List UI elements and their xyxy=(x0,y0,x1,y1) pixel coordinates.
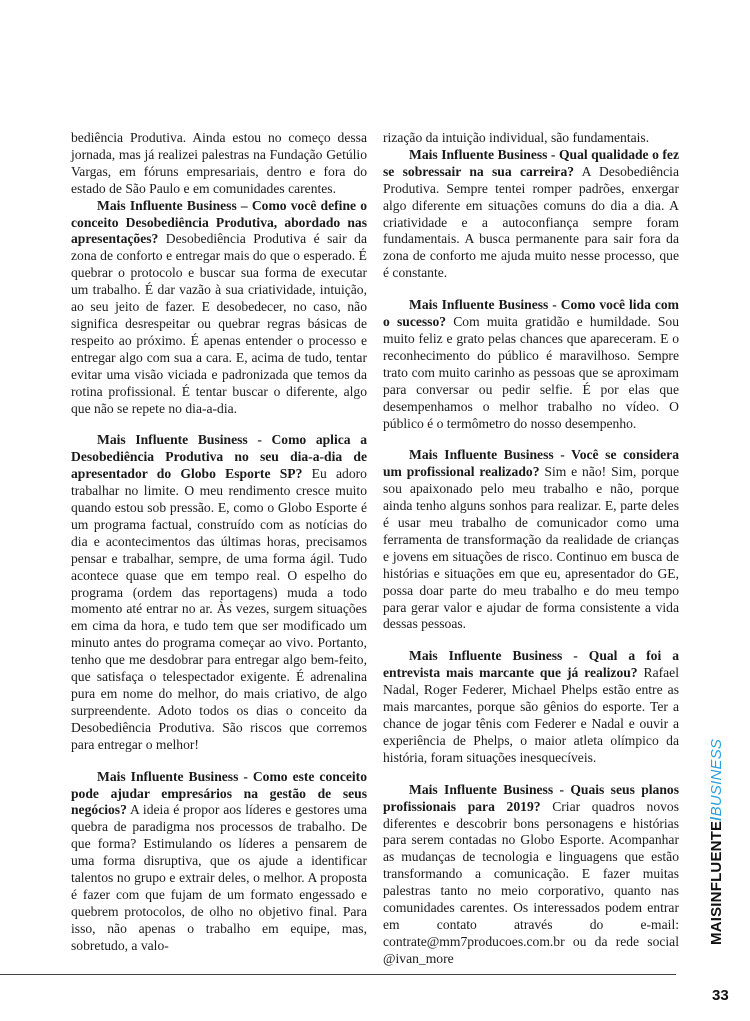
question-lead: Mais Influente Business - Como aplica a Desobediência Produtiva no seu dia-a-dia de apresentador do Globo Esporte SP? xyxy=(71,432,367,482)
right-column xyxy=(383,130,679,968)
paragraph-continued: bediência Produtiva. Ainda estou no começo dessa jornada, mas já realizei palestras na Fundação Getúlio Vargas, em fóruns empresariais, dentro e fora do estado de São Paulo e em comunidades carentes. xyxy=(71,130,367,196)
paragraph-continued: rização da intuição individual, são fundamentais. xyxy=(383,130,650,145)
answer-text: A Desobediência Produtiva. Sempre tentei romper padrões, enxergar algo diferente em situações comuns do dia a dia. A criatividade e a autoconfiança sempre foram fundamentais. A busca permanente para sair fora da zona de conforto me ajuda muito nesse processo, que é constante. xyxy=(383,163,679,281)
page-number: 33 xyxy=(712,987,729,1004)
answer-text: Criar quadros novos diferentes e descobrir bons personagens e histórias para serem contadas no Globo Esporte. Acompanhar as mudanças de tecnologia e linguagens que estão transformando a comunicação. E fazer muitas palestras tanto no meio corporativo, quanto nas comunidades carentes. Os interessados podem entrar em contato através do e-mail: contrate@mm7producoes.com.br ou da rede social @ivan_more xyxy=(383,798,679,966)
interview-question-7 xyxy=(383,648,679,766)
left-column xyxy=(71,130,367,955)
answer-text: Rafael Nadal, Roger Federer, Michael Phelps estão entre as mais marcantes, porque são gênios do esporte. Ter a chance de jogar tênis com Federer e Nadal e ouvir a experiência de Phelps, o maior atleta olímpico da história, foram situações inesquecíveis. xyxy=(383,665,679,765)
interview-question-2 xyxy=(71,432,367,753)
brand-part-1: MAISINFLUENTE xyxy=(708,820,725,945)
interview-question-3 xyxy=(71,769,367,955)
magazine-brand-vertical xyxy=(708,739,725,945)
interview-question-6 xyxy=(383,447,679,633)
answer-text: A ideia é propor aos líderes e gestores uma quebra de paradigma nos processos de trabalho. De que forma? Estimulando os líderes a pensarem de uma forma disruptiva, que os ajude a identificar talentos no grupo e extrair deles, o melhor. A proposta é fazer com que fujam de um formato engessado e quebrem protocolos, de olho no objetivo final. Para isso, não apenas o trabalho em equipe, mas, sobretudo, a valo- xyxy=(71,802,367,953)
interview-question-5 xyxy=(383,297,679,432)
question-lead: Mais Influente Business – Como você define o conceito Desobediência Produtiva, abordado nas apresentações? xyxy=(71,197,367,247)
answer-text: Sim e não! Sim, porque sou apaixonado pelo meu trabalho e não, porque ainda tenho alguns sonhos para realizar. E, parte deles é usar meu trabalho de comunicador como uma ferramenta de transformação da realidade de crianças e jovens em situações de risco. Continuo em busca de histórias e situações em que eu, apresentador do GE, possa doar parte do meu trabalho e do meu tempo para gerar valor e ajudar de forma consistente a vida dessas pessoas. xyxy=(383,464,679,632)
interview-question-1 xyxy=(71,198,367,418)
question-lead: Mais Influente Business - Como você lida com o sucesso? xyxy=(383,297,679,330)
question-lead: Mais Influente Business - Qual qualidade o fez se sobressair na sua carreira? xyxy=(383,146,679,179)
question-lead: Mais Influente Business - Como este conceito pode ajudar empresários na gestão de seus negócios? xyxy=(71,768,367,818)
answer-text: Desobediência Produtiva é sair da zona de conforto e entregar mais do que o esperado. É quebrar o protocolo e buscar sua forma de executar um trabalho. É dar vazão à sua criatividade, intuição, ao seu jeito de fazer. E desobedecer, no caso, não significa desrespeitar ou quebrar regras básicas de respeito ao próximo. É apenas entender o processo e entregar algo com sua a cara. E, acima de tudo, tentar evitar uma visão viciada e padronizada que temos da rotina profissional. É tentar buscar o diferente, algo que não se repete no dia-a-dia. xyxy=(71,231,367,416)
footer-rule xyxy=(0,974,676,975)
interview-question-4 xyxy=(383,147,679,282)
brand-part-2: BUSINESS xyxy=(708,738,725,817)
answer-text: Com muita gratidão e humildade. Sou muito feliz e grato pelas chances que apareceram. E o reconhecimento do público é maravilhoso. Sempre trato com muito carinho as pessoas que se aproximam para conversar ou pedir selfie. É por elas que desempenhamos o melhor trabalho no vídeo. O público é o termômetro do nosso desempenho. xyxy=(383,314,679,431)
question-lead: Mais Influente Business - Quais seus planos profissionais para 2019? xyxy=(383,781,679,814)
interview-question-8 xyxy=(383,782,679,968)
brand-slash: / xyxy=(708,816,725,821)
question-lead: Mais Influente Business - Qual a foi a entrevista mais marcante que já realizou? xyxy=(383,648,679,681)
question-lead: Mais Influente Business - Você se considera um profissional realizado? xyxy=(383,447,679,480)
answer-text: Eu adoro trabalhar no limite. O meu rendimento cresce muito quando estou sob pressão. E, como o Globo Esporte é um programa factual, construído com as notícias do dia e acontecimentos das últimas horas, precisamos pensar e trabalhar, sempre, de uma forma ágil. Tudo acontece quase que em tempo real. O espelho do programa (ordem das reportagens) muda a todo momento até entrar no ar. Às vezes, surgem situações em cima da hora, e tudo tem que ser modificado um minuto antes do programa começar ao vivo. Portanto, tenho que me desdobrar para entregar algo bem-feito, que satisfaça o telespectador exigente. É adrenalina pura em nome do melhor, do mais criativo, de algo surpreendente. Adoto todos os dias o conceito da Desobediência Produtiva. São riscos que corremos para entregar o melhor! xyxy=(71,466,367,752)
